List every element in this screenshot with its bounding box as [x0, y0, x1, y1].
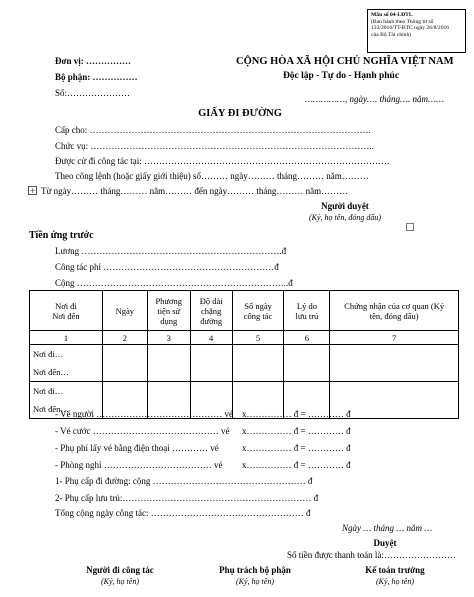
number-cell: 7: [330, 331, 459, 345]
signer-traveler-note: (Ký, họ tên): [101, 577, 139, 586]
form-code-note-2: 133/2016/TT-BTC ngày 26/8/2016: [371, 25, 450, 32]
advance-cong: Cộng ……………………………………………………………..đ: [55, 278, 293, 288]
nation-motto: Độc lập - Tự do - Hạnh phúc: [282, 71, 400, 81]
header-cell: Lý do lưu trú: [284, 291, 330, 331]
field-tu-ngay: Từ ngày……… tháng……… năm……… đến ngày……… tháng……… năm………: [41, 186, 349, 196]
route-from: Nơi đi…: [33, 386, 64, 396]
document-title: GIẤY ĐI ĐƯỜNG: [198, 108, 282, 119]
header-cell: Chứng nhận của cơ quan (Ký tên, đóng dấu): [330, 291, 459, 331]
field-duoc-cu: Được cử đi công tác tại: ……………………………………………………………………….: [55, 156, 390, 166]
table-cell[interactable]: [102, 345, 147, 382]
table-cell[interactable]: [232, 345, 284, 382]
total-days: Tổng cộng ngày công tác: …………………………………………… đ: [55, 508, 311, 518]
table-cell[interactable]: [330, 345, 459, 382]
signer-traveler-title: Người đi công tác: [86, 565, 154, 575]
number-cell: 3: [147, 331, 190, 345]
table-header-row: [30, 291, 459, 331]
approver-note: (Ký, họ tên, đóng dấu): [309, 213, 381, 222]
number-label: Số:…………………: [55, 88, 131, 98]
expense-ve-cuoc-calc: x…………… đ = ………… đ: [242, 426, 351, 436]
number-cell: 5: [232, 331, 284, 345]
number-cell: 1: [30, 331, 103, 345]
advance-luong: Lương ………………………………………………………….đ: [55, 246, 287, 256]
number-cell: 2: [102, 331, 147, 345]
signer-accountant-title: Kế toán trưởng: [365, 565, 425, 575]
footer-date: Ngày … tháng … năm …: [342, 523, 433, 533]
header-cell: Nơi đi Nơi đến: [30, 291, 103, 331]
travel-table: [29, 290, 459, 419]
field-chuc-vu: Chức vụ: …………………………………………………………………………………..: [55, 141, 374, 151]
stay-allowance: 2- Phụ cấp lưu trú:……………………………………………………… đ: [55, 493, 319, 503]
form-code-box: [367, 9, 466, 53]
form-code-note-1: (Ban hành theo Thông tư số: [371, 18, 434, 25]
header-cell: Ngày: [102, 291, 147, 331]
number-cell: 6: [284, 331, 330, 345]
signer-department-title: Phụ trách bộ phận: [219, 565, 291, 575]
expense-phu-phi: - Phụ phí lấy vé bằng điện thoại ………… vé: [55, 443, 219, 453]
expense-phong-nghi-calc: x…………… đ = ………… đ: [242, 460, 351, 470]
route-from: Nơi đi…: [33, 349, 64, 359]
signer-accountant-note: (Ký, họ tên): [376, 577, 414, 586]
route-to: Nơi đến…: [33, 404, 69, 414]
department-label: Bộ phận: ……………: [55, 72, 138, 82]
expense-ve-nguoi-calc: x…………… đ = ………… đ: [242, 409, 351, 419]
table-cell[interactable]: [284, 345, 330, 382]
header-cell: Số ngày công tác: [232, 291, 284, 331]
table-number-row: [30, 331, 459, 345]
route-to: Nơi đến…: [33, 367, 69, 377]
form-code-note-3: của Bộ Tài chính): [371, 31, 412, 38]
travel-allowance: 1- Phụ cấp đi đường: cộng …………………………………………… đ: [55, 476, 313, 486]
number-cell: 4: [190, 331, 232, 345]
approval-label: Duyệt: [373, 538, 397, 548]
checkbox[interactable]: [406, 223, 414, 231]
table-cell[interactable]: [147, 345, 190, 382]
header-date: ……………, ngày…. tháng…. năm……: [305, 94, 445, 104]
field-theo-lenh: Theo công lệnh (hoặc giấy giới thiệu) số……… ngày……… tháng……… năm………: [55, 171, 369, 181]
expense-ve-nguoi: - Vé người …………………………………… vé: [55, 409, 233, 419]
expense-phu-phi-calc: x…………… đ = ………… đ: [242, 443, 351, 453]
table-move-handle-icon[interactable]: +: [29, 186, 36, 195]
nation-title: CỘNG HÒA XÃ HỘI CHỦ NGHĨA VIỆT NAM: [236, 56, 454, 67]
form-code: Mẫu số 04-LĐTL: [371, 12, 413, 18]
expense-phong-nghi: - Phòng nghỉ ……………………………… vé: [55, 460, 223, 470]
expense-ve-cuoc: - Vé cước …………………………………… vé: [55, 426, 230, 436]
approver-label: Người duyệt: [321, 201, 369, 211]
header-cell: Độ dài chặng đường: [190, 291, 232, 331]
signer-department-note: (Ký, họ tên): [236, 577, 274, 586]
header-cell: Phương tiện sử dụng: [147, 291, 190, 331]
field-cap-cho: Cấp cho: ………………………………………………………………………………….: [55, 125, 371, 135]
advance-cong-tac-phi: Công tác phí …………………………………………………đ: [55, 262, 279, 272]
payable-amount: Số tiền được thanh toán là:……………………: [287, 550, 456, 560]
table-row: [30, 345, 459, 382]
advance-title: Tiền ứng trước: [29, 230, 94, 241]
table-cell[interactable]: [190, 345, 232, 382]
route-cell[interactable]: [30, 345, 103, 382]
unit-label: Đơn vị: ……………: [55, 56, 131, 66]
